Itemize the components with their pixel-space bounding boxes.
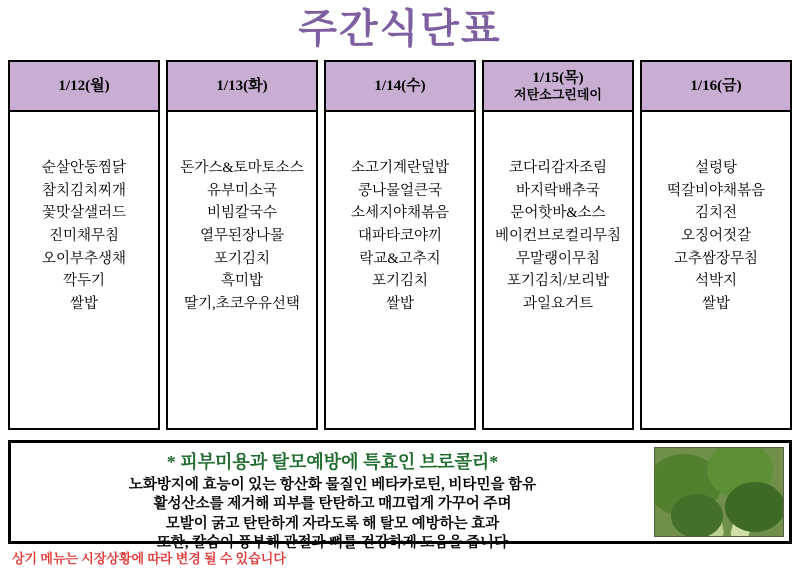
day-header-fri	[642, 62, 790, 112]
day-label-wed: 1/14(수)	[374, 77, 426, 94]
broccoli-image	[654, 447, 784, 537]
nutrition-info-text	[11, 443, 654, 551]
dish-item: 김치전	[694, 205, 738, 222]
dish-item: 쌀밥	[385, 296, 414, 313]
dish-item: 진미채무침	[48, 228, 120, 245]
day-dishes-tue	[168, 112, 316, 428]
day-dishes-wed	[326, 112, 474, 428]
day-dishes-fri	[642, 112, 790, 428]
dish-item: 꽃맛살샐러드	[41, 205, 127, 222]
dish-item: 딸기,초코우유선택	[184, 296, 300, 313]
dish-item: 소고기계란덮밥	[350, 160, 450, 176]
dish-item: 흑미밥	[220, 273, 264, 290]
footnote: 상기 메뉴는 시장상황에 따라 변경 될 수 있습니다	[12, 551, 286, 566]
nutrition-info-line: 모발이 굵고 탄탄하게 자라도록 해 탈모 예방하는 효과	[165, 515, 500, 532]
nutrition-info-line: 또한, 칼슘이 풍부해 관절과 뼈를 건강하게 도움을 줍니다	[156, 534, 509, 551]
dish-item: 오이부추생채	[41, 250, 127, 267]
dish-item: 대파타코야끼	[357, 228, 443, 245]
dish-item: 설렁탕	[694, 160, 738, 176]
dish-item: 고추쌈장무침	[673, 250, 759, 267]
dish-item: 과일요거트	[522, 296, 594, 313]
dish-item: 유부미소국	[206, 182, 278, 199]
day-header-mon	[10, 62, 158, 112]
day-label-tue: 1/13(화)	[216, 77, 268, 94]
dish-item: 오징어젓갈	[680, 228, 752, 245]
day-column-tue	[166, 60, 318, 430]
dish-item: 문어핫바&소스	[510, 205, 606, 222]
menu-grid	[8, 60, 792, 430]
dish-item: 떡갈비야채볶음	[666, 182, 766, 199]
day-column-wed	[324, 60, 476, 430]
dish-item: 무말랭이무침	[515, 250, 601, 267]
dish-item: 소세지야채볶음	[350, 205, 450, 222]
day-column-mon	[8, 60, 160, 430]
dish-item: 쌀밥	[701, 296, 730, 313]
day-header-thu	[484, 62, 632, 112]
day-label-thu: 1/15(목)	[532, 69, 584, 86]
day-column-fri	[640, 60, 792, 430]
dish-item: 포기김치/보리밥	[506, 273, 610, 290]
dish-item: 열무된장나물	[199, 228, 285, 245]
dish-item: 순살안동찜닭	[41, 160, 127, 176]
page-title: 주간식단표	[298, 6, 502, 51]
dish-item: 석박지	[694, 273, 738, 290]
dish-item: 콩나물얼큰국	[357, 182, 443, 199]
dish-item: 코다리감자조림	[508, 160, 608, 176]
day-special-thu: 저탄소그린데이	[514, 87, 602, 103]
dish-item: 바지락배추국	[515, 182, 601, 199]
dish-item: 돈가스&토마토소스	[180, 160, 304, 176]
dish-item: 포기김치	[213, 250, 271, 267]
broccoli-floret-shape	[671, 494, 723, 537]
dish-item: 락교&고추지	[359, 250, 441, 267]
day-header-wed	[326, 62, 474, 112]
dish-item: 베이컨브로컬리무침	[494, 228, 622, 245]
nutrition-info-title: * 피부미용과 탈모예방에 특효인 브로콜리*	[166, 452, 499, 472]
dish-item: 비빔칼국수	[206, 205, 278, 222]
broccoli-floret-shape	[725, 482, 784, 532]
nutrition-info-box	[8, 440, 792, 551]
day-dishes-thu	[484, 112, 632, 428]
nutrition-info-line: 활성산소를 제거해 피부를 탄탄하고 매끄럽게 가꾸어 주며	[153, 496, 512, 513]
day-header-tue	[168, 62, 316, 112]
day-label-mon: 1/12(월)	[58, 77, 110, 94]
day-dishes-mon	[10, 112, 158, 428]
dish-item: 참치김치찌개	[41, 182, 127, 199]
day-label-fri: 1/16(금)	[690, 77, 742, 94]
nutrition-info-line: 노화방지에 효능이 있는 항산화 물질인 베타카로틴, 비타민을 함유	[128, 477, 537, 493]
dish-item: 쌀밥	[69, 296, 98, 313]
dish-item: 포기김치	[371, 273, 429, 290]
dish-item: 깍두기	[62, 273, 106, 290]
day-column-thu	[482, 60, 634, 430]
